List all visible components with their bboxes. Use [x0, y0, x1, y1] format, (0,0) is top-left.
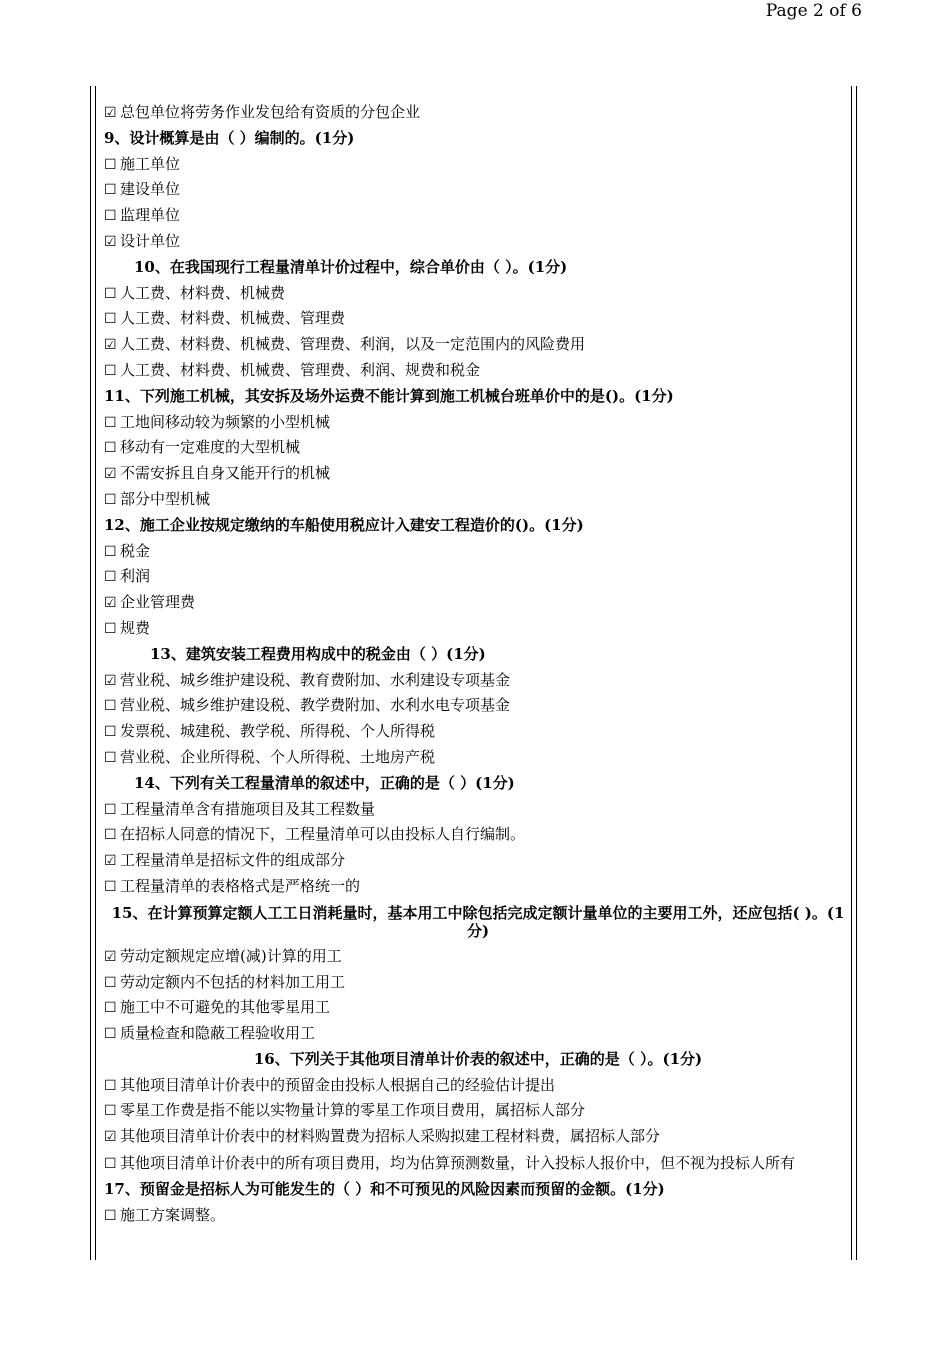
checkbox-icon[interactable]: ☐: [104, 1103, 117, 1120]
option-label: 不需安拆且自身又能开行的机械: [120, 464, 331, 483]
checked-checkbox-icon[interactable]: ☑: [104, 105, 117, 121]
answer-option[interactable]: [104, 874, 852, 900]
answer-option[interactable]: [104, 822, 852, 848]
checkbox-icon[interactable]: ☐: [104, 156, 117, 173]
option-label: 企业管理费: [120, 593, 196, 612]
option-label: 建设单位: [120, 180, 181, 199]
checkbox-icon[interactable]: ☐: [104, 208, 117, 225]
checkbox-icon[interactable]: ☐: [104, 974, 117, 991]
answer-option[interactable]: [104, 461, 852, 487]
question-text: 13、建筑安装工程费用构成中的税金由（ ）(1分): [150, 644, 486, 663]
option-label: 施工方案调整。: [120, 1205, 226, 1224]
answer-option[interactable]: [104, 332, 852, 358]
answer-option[interactable]: [104, 995, 852, 1021]
question-text: 14、下列有关工程量清单的叙述中，正确的是（ ）(1分): [134, 773, 515, 792]
option-label: 人工费、材料费、机械费、管理费: [120, 309, 346, 328]
checked-checkbox-icon[interactable]: ☑: [104, 1129, 117, 1146]
option-label: 零星工作费是指不能以实物量计算的零星工作项目费用，属招标人部分: [120, 1101, 586, 1120]
checkbox-icon[interactable]: ☐: [104, 285, 117, 302]
option-label: 移动有一定难度的大型机械: [120, 438, 301, 457]
question-text: 15、在计算预算定额人工工日消耗量时，基本用工中除包括完成定额计量单位的主要用工外，还应包括( )。(1分): [111, 903, 845, 940]
checkbox-icon[interactable]: ☐: [104, 182, 117, 199]
question-text: 10、在我国现行工程量清单计价过程中，综合单价由（ ）。(1分): [134, 257, 568, 276]
option-label: 监理单位: [120, 206, 181, 225]
checkbox-icon[interactable]: ☐: [104, 1077, 117, 1094]
answer-option[interactable]: [104, 1073, 852, 1099]
answer-option[interactable]: [104, 1124, 852, 1150]
answer-option[interactable]: [104, 203, 852, 229]
checked-checkbox-icon[interactable]: ☑: [104, 948, 117, 965]
checkbox-icon[interactable]: ☐: [104, 1156, 117, 1173]
checked-checkbox-icon[interactable]: ☑: [104, 337, 117, 354]
option-label: 人工费、材料费、机械费、管理费、利润，以及一定范围内的风险费用: [120, 335, 586, 354]
checkbox-icon[interactable]: ☐: [104, 440, 117, 457]
answer-option[interactable]: [104, 487, 852, 513]
option-label: 设计单位: [120, 231, 181, 250]
answer-option[interactable]: [104, 668, 852, 694]
answer-option[interactable]: [104, 410, 852, 436]
checkbox-icon[interactable]: ☐: [104, 878, 117, 895]
checkbox-icon[interactable]: ☐: [104, 1026, 117, 1043]
checkbox-icon[interactable]: ☐: [104, 414, 117, 431]
option-label: 施工中不可避免的其他零星用工: [120, 998, 331, 1017]
checked-checkbox-icon[interactable]: ☑: [104, 466, 117, 483]
option-label: 营业税、企业所得税、个人所得税、土地房产税: [120, 747, 436, 766]
answer-option[interactable]: [104, 100, 852, 126]
answer-option[interactable]: [104, 152, 852, 178]
question-title: [104, 1177, 852, 1203]
answer-option[interactable]: [104, 1203, 852, 1229]
option-label: 工程量清单的表格格式是严格统一的: [120, 876, 361, 895]
option-label: 发票税、城建税、教学税、所得税、个人所得税: [120, 722, 436, 741]
checkbox-icon[interactable]: ☐: [104, 724, 117, 741]
answer-option[interactable]: [104, 564, 852, 590]
option-label: 人工费、材料费、机械费: [120, 283, 286, 302]
checkbox-icon[interactable]: ☐: [104, 698, 117, 715]
answer-option[interactable]: [104, 693, 852, 719]
option-label: 营业税、城乡维护建设税、教学费附加、水利水电专项基金: [120, 696, 511, 715]
question-title: [104, 255, 852, 281]
question-title: [104, 1047, 852, 1073]
option-label: 营业税、城乡维护建设税、教育费附加、水利建设专项基金: [120, 670, 511, 689]
answer-option[interactable]: [104, 944, 852, 970]
checkbox-icon[interactable]: ☐: [104, 1000, 117, 1017]
option-label: 总包单位将劳务作业发包给有资质的分包企业: [120, 103, 421, 121]
answer-option[interactable]: [104, 435, 852, 461]
answer-option[interactable]: [104, 306, 852, 332]
answer-option[interactable]: [104, 970, 852, 996]
checked-checkbox-icon[interactable]: ☑: [104, 853, 117, 870]
answer-option[interactable]: [104, 616, 852, 642]
answer-option[interactable]: [104, 1021, 852, 1047]
answer-option[interactable]: [104, 358, 852, 384]
question-title: [104, 642, 852, 668]
option-label: 其他项目清单计价表中的所有项目费用，均为估算预测数量，计入投标人报价中，但不视为投标人所有: [120, 1154, 796, 1173]
answer-option[interactable]: [104, 539, 852, 565]
checkbox-icon[interactable]: ☐: [104, 1207, 117, 1224]
checkbox-icon[interactable]: ☐: [104, 827, 117, 844]
option-label: 劳动定额规定应增(减)计算的用工: [120, 946, 342, 965]
answer-option[interactable]: [104, 745, 852, 771]
checked-checkbox-icon[interactable]: ☑: [104, 595, 117, 612]
option-label: 工程量清单含有措施项目及其工程数量: [120, 799, 376, 818]
answer-option[interactable]: [104, 281, 852, 307]
checked-checkbox-icon[interactable]: ☑: [104, 233, 117, 250]
checkbox-icon[interactable]: ☐: [104, 620, 117, 637]
question-title: [104, 384, 852, 410]
option-label: 其他项目清单计价表中的预留金由投标人根据自己的经验估计提出: [120, 1075, 556, 1094]
question-title: [104, 900, 852, 944]
option-label: 质量检查和隐蔽工程验收用工: [120, 1024, 316, 1043]
option-label: 工程量清单是招标文件的组成部分: [120, 851, 346, 870]
option-label: 部分中型机械: [120, 489, 211, 508]
checkbox-icon[interactable]: ☐: [104, 362, 117, 379]
question-text: 11、下列施工机械，其安拆及场外运费不能计算到施工机械台班单价中的是()。(1分): [104, 386, 674, 405]
checkbox-icon[interactable]: ☐: [104, 569, 117, 586]
checkbox-icon[interactable]: ☐: [104, 801, 117, 818]
option-label: 人工费、材料费、机械费、管理费、利润、规费和税金: [120, 360, 481, 379]
question-text: 9、设计概算是由（ ）编制的。(1分): [104, 128, 355, 147]
answer-option[interactable]: [104, 719, 852, 745]
option-label: 利润: [120, 567, 151, 586]
question-text: 16、下列关于其他项目清单计价表的叙述中，正确的是（ ）。(1分): [253, 1049, 703, 1068]
option-label: 规费: [120, 618, 151, 637]
answer-option[interactable]: [104, 177, 852, 203]
answer-option[interactable]: [104, 229, 852, 255]
checkbox-icon[interactable]: ☐: [104, 749, 117, 766]
option-label: 税金: [120, 541, 151, 560]
option-label: 劳动定额内不包括的材料加工用工: [120, 972, 346, 991]
answer-option[interactable]: [104, 1150, 852, 1177]
checkbox-icon[interactable]: ☐: [104, 491, 117, 508]
question-title: [104, 513, 852, 539]
checked-checkbox-icon[interactable]: ☑: [104, 672, 117, 689]
checkbox-icon[interactable]: ☐: [104, 311, 117, 328]
option-label: 工地间移动较为频繁的小型机械: [120, 412, 331, 431]
question-title: [104, 126, 852, 152]
answer-option[interactable]: [104, 1098, 852, 1124]
question-title: [104, 771, 852, 797]
left-border-outer: [90, 86, 91, 1260]
option-label: 施工单位: [120, 154, 181, 173]
right-border-outer: [856, 86, 857, 1260]
question-list: [104, 100, 852, 1229]
option-label: 其他项目清单计价表中的材料购置费为招标人采购拟建工程材料费，属招标人部分: [120, 1127, 661, 1146]
answer-option[interactable]: [104, 590, 852, 616]
answer-option[interactable]: [104, 848, 852, 874]
option-label: 在招标人同意的情况下，工程量清单可以由投标人自行编制。: [120, 825, 526, 844]
answer-option[interactable]: [104, 797, 852, 823]
left-border-inner: [95, 86, 96, 1260]
question-text: 17、预留金是招标人为可能发生的（ ）和不可预见的风险因素而预留的金额。(1分): [104, 1180, 665, 1199]
question-text: 12、施工企业按规定缴纳的车船使用税应计入建安工程造价的()。(1分): [104, 515, 584, 534]
checkbox-icon[interactable]: ☐: [104, 543, 117, 560]
page-number: Page 2 of 6: [765, 1, 862, 21]
